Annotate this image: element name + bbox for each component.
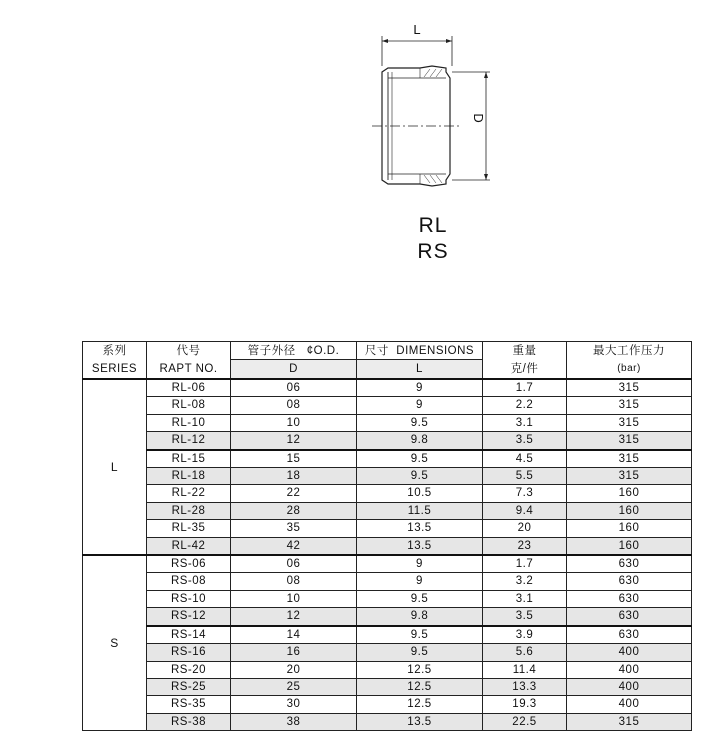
cell-d: 12 xyxy=(231,432,357,450)
cell-weight: 23 xyxy=(483,537,567,555)
header-code-en: RAPT NO. xyxy=(159,363,218,375)
cell-pressure: 630 xyxy=(567,626,692,644)
cell-l: 9.5 xyxy=(357,644,483,661)
header-pressure xyxy=(567,342,692,380)
header-dim-cn: 尺寸 xyxy=(364,344,389,357)
cell-weight: 19.3 xyxy=(483,696,567,713)
cell-pressure: 160 xyxy=(567,537,692,555)
table-row xyxy=(83,608,692,626)
header-series-cn: 系列 xyxy=(102,345,127,357)
cell-l: 9.5 xyxy=(357,468,483,485)
cell-d: 25 xyxy=(231,678,357,695)
table-row xyxy=(83,397,692,414)
table-row xyxy=(83,468,692,485)
cell-l: 13.5 xyxy=(357,520,483,537)
cell-weight: 4.5 xyxy=(483,450,567,468)
cell-pressure: 400 xyxy=(567,661,692,678)
header-series-en: SERIES xyxy=(91,363,138,375)
table-row xyxy=(83,626,692,644)
table-row xyxy=(83,379,692,397)
header-dimensions xyxy=(357,342,483,360)
spec-table xyxy=(82,341,692,731)
cell-weight: 3.1 xyxy=(483,414,567,431)
cell-d: 15 xyxy=(231,450,357,468)
cell-l: 12.5 xyxy=(357,678,483,695)
cell-weight: 2.2 xyxy=(483,397,567,414)
cell-weight: 5.6 xyxy=(483,644,567,661)
cell-d: 28 xyxy=(231,502,357,519)
cell-pressure: 400 xyxy=(567,696,692,713)
cell-pressure: 315 xyxy=(567,432,692,450)
header-weight xyxy=(483,342,567,380)
cell-code: RS-12 xyxy=(147,608,231,626)
cell-weight: 3.5 xyxy=(483,608,567,626)
cell-pressure: 160 xyxy=(567,485,692,502)
header-weight-cn: 重量 xyxy=(512,345,537,357)
cell-code: RL-18 xyxy=(147,468,231,485)
cell-l: 13.5 xyxy=(357,713,483,730)
cell-weight: 13.3 xyxy=(483,678,567,695)
cell-code: RS-10 xyxy=(147,590,231,607)
cell-weight: 20 xyxy=(483,520,567,537)
cell-pressure: 315 xyxy=(567,397,692,414)
cell-l: 13.5 xyxy=(357,537,483,555)
cell-l: 9 xyxy=(357,397,483,414)
table-row xyxy=(83,661,692,678)
cell-d: 08 xyxy=(231,397,357,414)
cell-d: 16 xyxy=(231,644,357,661)
cell-code: RL-12 xyxy=(147,432,231,450)
cell-pressure: 315 xyxy=(567,450,692,468)
cell-code: RS-35 xyxy=(147,696,231,713)
cell-d: 10 xyxy=(231,590,357,607)
cell-weight: 3.1 xyxy=(483,590,567,607)
cell-code: RS-25 xyxy=(147,678,231,695)
cell-d: 30 xyxy=(231,696,357,713)
cell-l: 9 xyxy=(357,573,483,590)
cell-d: 08 xyxy=(231,573,357,590)
table-row xyxy=(83,678,692,695)
table-row xyxy=(83,696,692,713)
cell-d: 20 xyxy=(231,661,357,678)
cell-d: 22 xyxy=(231,485,357,502)
series-cell: S xyxy=(83,555,147,731)
series-cell: L xyxy=(83,379,147,555)
header-pressure-cn: 最大工作压力 xyxy=(593,345,665,357)
cell-pressure: 315 xyxy=(567,414,692,431)
cell-pressure: 315 xyxy=(567,713,692,730)
header-dim-en: DIMENSIONS xyxy=(396,344,475,357)
cell-d: 10 xyxy=(231,414,357,431)
table-row xyxy=(83,644,692,661)
cell-l: 10.5 xyxy=(357,485,483,502)
cell-l: 9 xyxy=(357,555,483,573)
cell-d: 38 xyxy=(231,713,357,730)
cell-pressure: 160 xyxy=(567,520,692,537)
cell-weight: 1.7 xyxy=(483,555,567,573)
header-od-en: ¢O.D. xyxy=(306,344,340,357)
cell-pressure: 630 xyxy=(567,590,692,607)
cell-weight: 5.5 xyxy=(483,468,567,485)
cell-l: 9.5 xyxy=(357,590,483,607)
cell-l: 9.8 xyxy=(357,432,483,450)
table-row xyxy=(83,573,692,590)
table-row xyxy=(83,713,692,730)
cell-weight: 22.5 xyxy=(483,713,567,730)
cell-code: RL-28 xyxy=(147,502,231,519)
header-od xyxy=(231,342,357,360)
cell-l: 9.5 xyxy=(357,450,483,468)
header-od-cn: 管子外径 xyxy=(247,344,296,357)
cell-l: 9.5 xyxy=(357,626,483,644)
cell-l: 9.8 xyxy=(357,608,483,626)
cell-code: RL-10 xyxy=(147,414,231,431)
table-row xyxy=(83,485,692,502)
cell-pressure: 400 xyxy=(567,678,692,695)
dimension-diameter-label: D xyxy=(471,113,486,123)
cell-code: RL-42 xyxy=(147,537,231,555)
cell-code: RS-16 xyxy=(147,644,231,661)
dimension-length-label: L xyxy=(413,22,421,37)
cell-weight: 1.7 xyxy=(483,379,567,397)
header-code-cn: 代号 xyxy=(176,345,201,357)
cell-weight: 7.3 xyxy=(483,485,567,502)
cell-l: 11.5 xyxy=(357,502,483,519)
cell-code: RL-08 xyxy=(147,397,231,414)
cell-pressure: 630 xyxy=(567,608,692,626)
series-label-rl: RL xyxy=(418,214,448,237)
table-row xyxy=(83,590,692,607)
cell-pressure: 400 xyxy=(567,644,692,661)
cell-code: RL-22 xyxy=(147,485,231,502)
spec-table-body xyxy=(83,379,692,731)
header-code xyxy=(147,342,231,380)
cell-pressure: 160 xyxy=(567,502,692,519)
table-row xyxy=(83,555,692,573)
cell-pressure: 630 xyxy=(567,555,692,573)
table-row xyxy=(83,432,692,450)
header-pressure-unit: (bar) xyxy=(617,363,641,374)
cell-weight: 3.2 xyxy=(483,573,567,590)
cell-d: 35 xyxy=(231,520,357,537)
table-row xyxy=(83,502,692,519)
cell-code: RS-14 xyxy=(147,626,231,644)
fitting-drawing xyxy=(360,14,510,194)
cell-d: 06 xyxy=(231,379,357,397)
cell-d: 06 xyxy=(231,555,357,573)
header-weight-unit: 克/件 xyxy=(510,363,539,375)
cell-l: 9 xyxy=(357,379,483,397)
cell-weight: 3.5 xyxy=(483,432,567,450)
table-row xyxy=(83,414,692,431)
cell-l: 9.5 xyxy=(357,414,483,431)
cell-code: RL-06 xyxy=(147,379,231,397)
header-series xyxy=(83,342,147,380)
cell-d: 14 xyxy=(231,626,357,644)
cell-pressure: 315 xyxy=(567,379,692,397)
cell-d: 18 xyxy=(231,468,357,485)
cell-d: 12 xyxy=(231,608,357,626)
table-row xyxy=(83,537,692,555)
cell-pressure: 315 xyxy=(567,468,692,485)
cell-weight: 11.4 xyxy=(483,661,567,678)
cell-code: RS-38 xyxy=(147,713,231,730)
series-label-rs: RS xyxy=(417,240,449,263)
table-row xyxy=(83,520,692,537)
cell-weight: 3.9 xyxy=(483,626,567,644)
cell-l: 12.5 xyxy=(357,696,483,713)
cell-code: RS-20 xyxy=(147,661,231,678)
cell-d: 42 xyxy=(231,537,357,555)
cell-weight: 9.4 xyxy=(483,502,567,519)
table-row xyxy=(83,450,692,468)
cell-pressure: 630 xyxy=(567,573,692,590)
cell-l: 12.5 xyxy=(357,661,483,678)
cell-code: RL-35 xyxy=(147,520,231,537)
cell-code: RL-15 xyxy=(147,450,231,468)
header-od-sub: D xyxy=(231,360,357,379)
header-dim-sub: L xyxy=(357,360,483,379)
cell-code: RS-08 xyxy=(147,573,231,590)
cell-code: RS-06 xyxy=(147,555,231,573)
